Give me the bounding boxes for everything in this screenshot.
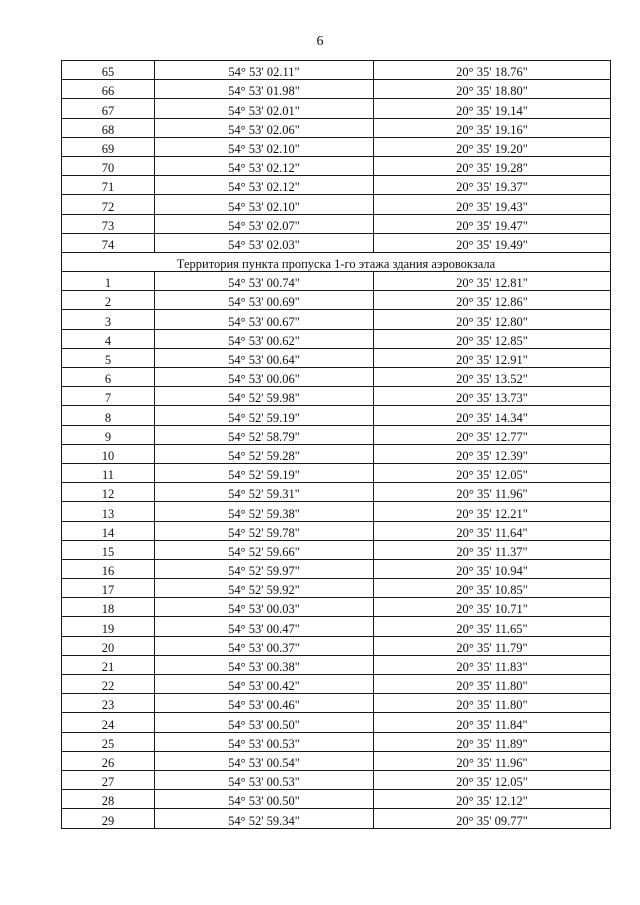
- table-row: [62, 540, 611, 559]
- table-row: [62, 348, 611, 367]
- longitude-cell: 20° 35' 11.37": [374, 540, 611, 559]
- longitude-cell: 20° 35' 12.05": [374, 463, 611, 482]
- point-number-cell: 1: [62, 272, 155, 291]
- point-number-cell: 68: [62, 118, 155, 137]
- latitude-cell: 54° 53' 00.69": [155, 291, 374, 310]
- point-number-cell: 3: [62, 310, 155, 329]
- table-row: [62, 118, 611, 137]
- longitude-cell: 20° 35' 12.39": [374, 444, 611, 463]
- longitude-cell: 20° 35' 14.34": [374, 406, 611, 425]
- longitude-cell: 20° 35' 11.65": [374, 617, 611, 636]
- latitude-cell: 54° 53' 02.03": [155, 233, 374, 252]
- longitude-cell: 20° 35' 11.96": [374, 751, 611, 770]
- longitude-cell: 20° 35' 11.80": [374, 694, 611, 713]
- point-number-cell: 14: [62, 521, 155, 540]
- longitude-cell: 20° 35' 19.37": [374, 176, 611, 195]
- longitude-cell: 20° 35' 12.81": [374, 272, 611, 291]
- longitude-cell: 20° 35' 18.80": [374, 80, 611, 99]
- table-row: [62, 655, 611, 674]
- latitude-cell: 54° 53' 00.67": [155, 310, 374, 329]
- point-number-cell: 10: [62, 444, 155, 463]
- table-row: [62, 770, 611, 789]
- section-row: [62, 252, 611, 271]
- longitude-cell: 20° 35' 11.64": [374, 521, 611, 540]
- latitude-cell: 54° 52' 58.79": [155, 425, 374, 444]
- point-number-cell: 24: [62, 713, 155, 732]
- latitude-cell: 54° 53' 00.06": [155, 368, 374, 387]
- table-row: [62, 214, 611, 233]
- longitude-cell: 20° 35' 11.79": [374, 636, 611, 655]
- longitude-cell: 20° 35' 13.52": [374, 368, 611, 387]
- longitude-cell: 20° 35' 11.89": [374, 732, 611, 751]
- latitude-cell: 54° 53' 00.38": [155, 655, 374, 674]
- table-row: [62, 80, 611, 99]
- point-number-cell: 67: [62, 99, 155, 118]
- table-row: [62, 579, 611, 598]
- latitude-cell: 54° 53' 00.53": [155, 732, 374, 751]
- point-number-cell: 19: [62, 617, 155, 636]
- coordinates-table: [61, 60, 611, 829]
- point-number-cell: 11: [62, 463, 155, 482]
- latitude-cell: 54° 53' 00.54": [155, 751, 374, 770]
- point-number-cell: 5: [62, 348, 155, 367]
- coordinates-table-body: [62, 61, 611, 829]
- point-number-cell: 29: [62, 809, 155, 828]
- table-row: [62, 310, 611, 329]
- longitude-cell: 20° 35' 12.86": [374, 291, 611, 310]
- point-number-cell: 28: [62, 790, 155, 809]
- point-number-cell: 72: [62, 195, 155, 214]
- longitude-cell: 20° 35' 11.83": [374, 655, 611, 674]
- point-number-cell: 2: [62, 291, 155, 310]
- latitude-cell: 54° 52' 59.97": [155, 559, 374, 578]
- longitude-cell: 20° 35' 19.20": [374, 137, 611, 156]
- longitude-cell: 20° 35' 19.28": [374, 156, 611, 175]
- latitude-cell: 54° 52' 59.28": [155, 444, 374, 463]
- latitude-cell: 54° 52' 59.92": [155, 579, 374, 598]
- table-row: [62, 176, 611, 195]
- table-row: [62, 559, 611, 578]
- table-row: [62, 272, 611, 291]
- longitude-cell: 20° 35' 12.12": [374, 790, 611, 809]
- point-number-cell: 6: [62, 368, 155, 387]
- point-number-cell: 66: [62, 80, 155, 99]
- point-number-cell: 17: [62, 579, 155, 598]
- table-row: [62, 732, 611, 751]
- section-title: Территория пункта пропуска 1-го этажа здания аэровокзала: [62, 252, 611, 271]
- latitude-cell: 54° 53' 02.01": [155, 99, 374, 118]
- longitude-cell: 20° 35' 10.71": [374, 598, 611, 617]
- table-row: [62, 483, 611, 502]
- point-number-cell: 18: [62, 598, 155, 617]
- point-number-cell: 13: [62, 502, 155, 521]
- point-number-cell: 7: [62, 387, 155, 406]
- longitude-cell: 20° 35' 12.80": [374, 310, 611, 329]
- longitude-cell: 20° 35' 13.73": [374, 387, 611, 406]
- latitude-cell: 54° 52' 59.78": [155, 521, 374, 540]
- latitude-cell: 54° 53' 00.42": [155, 675, 374, 694]
- point-number-cell: 22: [62, 675, 155, 694]
- longitude-cell: 20° 35' 19.47": [374, 214, 611, 233]
- table-row: [62, 790, 611, 809]
- table-row: [62, 291, 611, 310]
- latitude-cell: 54° 53' 00.50": [155, 790, 374, 809]
- longitude-cell: 20° 35' 11.84": [374, 713, 611, 732]
- point-number-cell: 74: [62, 233, 155, 252]
- latitude-cell: 54° 52' 59.66": [155, 540, 374, 559]
- point-number-cell: 23: [62, 694, 155, 713]
- latitude-cell: 54° 53' 00.03": [155, 598, 374, 617]
- longitude-cell: 20° 35' 12.05": [374, 770, 611, 789]
- table-row: [62, 368, 611, 387]
- table-row: [62, 751, 611, 770]
- table-row: [62, 713, 611, 732]
- table-row: [62, 521, 611, 540]
- latitude-cell: 54° 53' 00.64": [155, 348, 374, 367]
- longitude-cell: 20° 35' 19.14": [374, 99, 611, 118]
- point-number-cell: 9: [62, 425, 155, 444]
- table-row: [62, 636, 611, 655]
- point-number-cell: 15: [62, 540, 155, 559]
- point-number-cell: 16: [62, 559, 155, 578]
- latitude-cell: 54° 53' 02.10": [155, 195, 374, 214]
- latitude-cell: 54° 52' 59.34": [155, 809, 374, 828]
- latitude-cell: 54° 53' 00.46": [155, 694, 374, 713]
- longitude-cell: 20° 35' 19.49": [374, 233, 611, 252]
- table-row: [62, 617, 611, 636]
- table-row: [62, 195, 611, 214]
- point-number-cell: 12: [62, 483, 155, 502]
- latitude-cell: 54° 53' 02.10": [155, 137, 374, 156]
- latitude-cell: 54° 53' 00.74": [155, 272, 374, 291]
- longitude-cell: 20° 35' 10.94": [374, 559, 611, 578]
- point-number-cell: 21: [62, 655, 155, 674]
- table-row: [62, 502, 611, 521]
- point-number-cell: 8: [62, 406, 155, 425]
- longitude-cell: 20° 35' 19.43": [374, 195, 611, 214]
- point-number-cell: 25: [62, 732, 155, 751]
- longitude-cell: 20° 35' 18.76": [374, 61, 611, 80]
- table-row: [62, 675, 611, 694]
- table-row: [62, 463, 611, 482]
- longitude-cell: 20° 35' 12.77": [374, 425, 611, 444]
- longitude-cell: 20° 35' 12.21": [374, 502, 611, 521]
- longitude-cell: 20° 35' 10.85": [374, 579, 611, 598]
- table-row: [62, 406, 611, 425]
- latitude-cell: 54° 53' 00.47": [155, 617, 374, 636]
- latitude-cell: 54° 52' 59.19": [155, 406, 374, 425]
- table-row: [62, 156, 611, 175]
- latitude-cell: 54° 52' 59.38": [155, 502, 374, 521]
- latitude-cell: 54° 53' 02.12": [155, 176, 374, 195]
- point-number-cell: 20: [62, 636, 155, 655]
- table-row: [62, 387, 611, 406]
- table-row: [62, 137, 611, 156]
- latitude-cell: 54° 53' 02.07": [155, 214, 374, 233]
- table-row: [62, 61, 611, 80]
- longitude-cell: 20° 35' 12.91": [374, 348, 611, 367]
- longitude-cell: 20° 35' 12.85": [374, 329, 611, 348]
- latitude-cell: 54° 53' 00.62": [155, 329, 374, 348]
- latitude-cell: 54° 53' 02.12": [155, 156, 374, 175]
- longitude-cell: 20° 35' 11.96": [374, 483, 611, 502]
- point-number-cell: 27: [62, 770, 155, 789]
- latitude-cell: 54° 53' 00.50": [155, 713, 374, 732]
- longitude-cell: 20° 35' 11.80": [374, 675, 611, 694]
- point-number-cell: 4: [62, 329, 155, 348]
- latitude-cell: 54° 53' 00.53": [155, 770, 374, 789]
- longitude-cell: 20° 35' 09.77": [374, 809, 611, 828]
- point-number-cell: 71: [62, 176, 155, 195]
- point-number-cell: 26: [62, 751, 155, 770]
- table-row: [62, 809, 611, 828]
- latitude-cell: 54° 53' 00.37": [155, 636, 374, 655]
- latitude-cell: 54° 52' 59.31": [155, 483, 374, 502]
- point-number-cell: 65: [62, 61, 155, 80]
- latitude-cell: 54° 53' 02.11": [155, 61, 374, 80]
- point-number-cell: 70: [62, 156, 155, 175]
- table-row: [62, 598, 611, 617]
- latitude-cell: 54° 52' 59.19": [155, 463, 374, 482]
- point-number-cell: 69: [62, 137, 155, 156]
- point-number-cell: 73: [62, 214, 155, 233]
- table-row: [62, 99, 611, 118]
- table-row: [62, 329, 611, 348]
- table-row: [62, 444, 611, 463]
- table-row: [62, 425, 611, 444]
- latitude-cell: 54° 52' 59.98": [155, 387, 374, 406]
- latitude-cell: 54° 53' 02.06": [155, 118, 374, 137]
- table-row: [62, 694, 611, 713]
- latitude-cell: 54° 53' 01.98": [155, 80, 374, 99]
- page-number: 6: [316, 34, 324, 49]
- longitude-cell: 20° 35' 19.16": [374, 118, 611, 137]
- table-row: [62, 233, 611, 252]
